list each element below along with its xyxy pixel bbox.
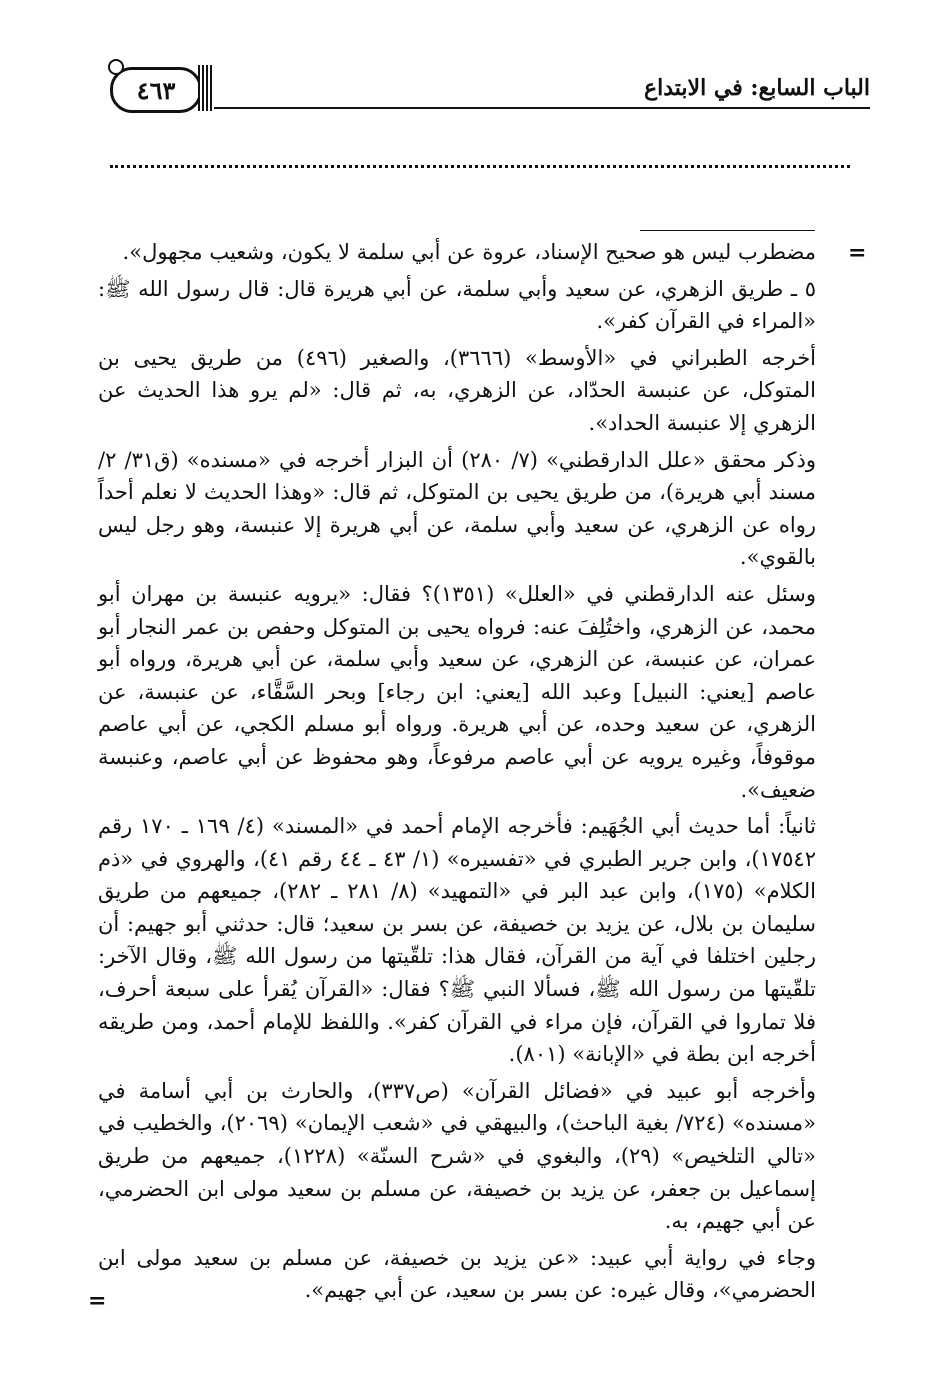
page-number: ٤٦٣ [110, 67, 202, 113]
chapter-title: الباب السابع: في الابتداع [643, 75, 870, 101]
header-rule [214, 107, 870, 109]
paragraph: مضطرب ليس هو صحيح الإسناد، عروة عن أبي سلمة لا يكون، وشعيب مجهول». [122, 240, 816, 264]
ornament-circle-icon [108, 59, 124, 75]
footnote-rule [640, 230, 815, 231]
page-header [100, 55, 870, 115]
dotted-separator [110, 165, 850, 168]
footnote-body [98, 236, 816, 1311]
paragraph: وذكر محقق «علل الدارقطني» (٧/ ٢٨٠) أن البزار أخرجه في «مسنده» (ق٣١/ ٢/ مسند أبي هريرة)، من طريق يحيى بن المتوكل، ثم قال: «وهذا الحديث لا نعلم أحداً رواه عن الزهري، عن سعيد وأبي سلمة، عن أبي هريرة إلا عنبسة، وهو رجل ليس بالقوي». [98, 447, 816, 570]
continuation-mark-bottom: = [88, 1288, 107, 1314]
paragraph: وجاء في رواية أبي عبيد: «عن يزيد بن خصيفة، عن مسلم بن سعيد مولى ابن الحضرمي»، وقال غيره: عن بسر بن سعيد، عن أبي جهيم». [98, 1245, 816, 1303]
continuation-mark-top: = [848, 240, 867, 266]
paragraph: وسئل عنه الدارقطني في «العلل» (١٣٥١)؟ فقال: «يرويه عنبسة بن مهران أبو محمد، عن الزهري، واختُلِفَ عنه: فرواه يحيى بن المتوكل وحفص بن عمر النجار أبو عمران، عن عنبسة، عن الزهري، عن سعيد وأبي سلمة، عن أبي هريرة، ورواه أبو عاصم [يعني: النبيل] وعبد الله [يعني: ابن رجاء] وبحر السَّقَّاء، عن عنبسة، عن الزهري، عن سعيد وحده، عن أبي هريرة. ورواه أبو مسلم الكجي، عن أبي عاصم موقوفاً، وغيره يرويه عن أبي عاصم مرفوعاً، وهو محفوظ عن أبي عاصم، وعنبسة ضعيف». [98, 581, 817, 802]
paragraph: ٥ ـ طريق الزهري، عن سعيد وأبي سلمة، عن أبي هريرة قال: قال رسول الله ﷺ: «المراء في القرآن كفر». [98, 276, 816, 334]
paragraph: وأخرجه أبو عبيد في «فضائل القرآن» (ص٣٣٧)، والحارث بن أبي أسامة في «مسنده» (٧٢٤/ بغية الباحث)، والبيهقي في «شعب الإيمان» (٢٠٦٩)، والخطيب في «تالي التلخيص» (٢٩)، والبغوي في «شرح السنّة» (١٢٢٨)، جميعهم من طريق إسماعيل بن جعفر، عن يزيد بن خصيفة، عن مسلم بن سعيد مولى ابن الحضرمي، عن أبي جهيم، به. [98, 1078, 816, 1234]
header-bars-ornament [198, 65, 214, 111]
paragraph: أخرجه الطبراني في «الأوسط» (٣٦٦٦)، والصغير (٤٩٦) من طريق يحيى بن المتوكل، عن عنبسة الحدّاد، عن الزهري، به، ثم قال: «لم يرو هذا الحديث عن الزهري إلا عنبسة الحداد». [98, 345, 817, 435]
paragraph: ثانياً: أما حديث أبي الجُهَيم: فأخرجه الإمام أحمد في «المسند» (٤/ ١٦٩ ـ ١٧٠ رقم ١٧٥٤٢)، وابن جرير الطبري في «تفسيره» (١/ ٤٣ ـ ٤٤ رقم ٤١)، والهروي في «ذم الكلام» (١٧٥)، وابن عبد البر في «التمهيد» (٨/ ٢٨١ ـ ٢٨٢)، جميعهم من طريق سليمان بن بلال، عن يزيد بن خصيفة، عن بسر بن سعيد؛ قال: حدثني أبو جهيم: أن رجلين اختلفا في آية من القرآن، فقال هذا: تلقّيتها من رسول الله ﷺ، وقال الآخر: تلقّيتها من رسول الله ﷺ، فسألا النبي ﷺ؟ فقال: «القرآن يُقرأ على سبعة أحرف، فلا تماروا في القرآن، فإن مراء في القرآن كفر». واللفظ للإمام أحمد، ومن طريقه أخرجه ابن بطة في «الإبانة» (٨٠١). [98, 814, 816, 1067]
